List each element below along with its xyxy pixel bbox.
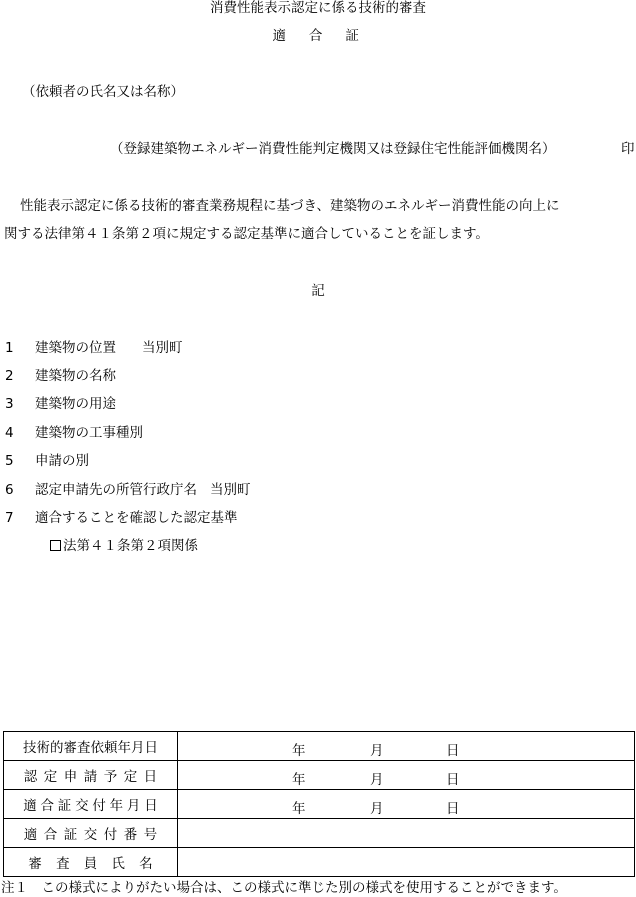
date-field[interactable]: [178, 732, 635, 761]
list-item-location: [5, 342, 183, 356]
item-label: 適合することを確認した認定基準: [35, 510, 238, 526]
list-item-work-type: [5, 427, 143, 441]
table-row-label: 審査員氏名: [4, 848, 178, 877]
day-label: 日: [446, 801, 460, 817]
month-label: 月: [370, 801, 384, 817]
item-value: 当別町: [210, 482, 251, 498]
table-row: [4, 761, 635, 790]
year-label: 年: [292, 801, 306, 817]
criteria-option: [50, 540, 198, 554]
day-label: 日: [446, 772, 460, 788]
review-info-table: [3, 731, 635, 877]
item-number: 6: [5, 482, 14, 498]
month-label: 月: [370, 772, 384, 788]
table-row-label: 認定申請予定日: [4, 761, 178, 790]
table-row: [4, 848, 635, 877]
table-row: [4, 732, 635, 761]
item-label: 建築物の工事種別: [35, 425, 143, 441]
item-label: 建築物の位置: [35, 340, 116, 356]
footnote: 注１ この様式によりがたい場合は、この様式に準じた別の様式を使用することができます。: [1, 880, 567, 896]
table-row: [4, 819, 635, 848]
item-number: 5: [5, 453, 14, 469]
criteria-option-label: 法第４１条第２項関係: [63, 538, 198, 554]
checkbox-icon[interactable]: [50, 540, 61, 551]
item-number: 2: [5, 368, 14, 384]
requester-name-label: （依頼者の氏名又は名称）: [22, 84, 184, 100]
date-field[interactable]: [178, 790, 635, 819]
item-number: 3: [5, 396, 14, 412]
list-item-criteria: [5, 512, 238, 526]
paragraph-line-2: 関する法律第４１条第２項に規定する認定基準に適合していることを証します。: [4, 225, 489, 242]
seal-mark: 印: [621, 141, 635, 157]
item-number: 1: [5, 340, 14, 356]
list-item-use: [5, 398, 116, 412]
issuer-name-label: （登録建築物エネルギー消費性能判定機関又は登録住宅性能評価機関名）: [110, 141, 556, 157]
date-field[interactable]: [178, 761, 635, 790]
certificate-number-field[interactable]: [178, 819, 635, 848]
certification-paragraph: [4, 200, 634, 241]
table-row-label: 適合証交付番号: [4, 819, 178, 848]
table-row-label: 適合証交付年月日: [4, 790, 178, 819]
list-item-application-type: [5, 455, 89, 469]
item-label: 建築物の名称: [35, 368, 116, 384]
year-label: 年: [292, 772, 306, 788]
item-number: 4: [5, 425, 14, 441]
year-label: 年: [292, 743, 306, 759]
table-row-label: 技術的審査依頼年月日: [4, 732, 178, 761]
paragraph-line-1: 性能表示認定に係る技術的審査業務規程に基づき、建築物のエネルギー消費性能の向上に: [20, 198, 560, 214]
day-label: 日: [446, 743, 460, 759]
document-subtitle: 適 合 証: [272, 28, 364, 44]
table-row: [4, 790, 635, 819]
item-label: 建築物の用途: [35, 396, 116, 412]
item-value: 当別町: [142, 340, 183, 356]
document-title: 消費性能表示認定に係る技術的審査: [210, 0, 426, 16]
month-label: 月: [370, 743, 384, 759]
item-number: 7: [5, 510, 14, 526]
ki-heading: 記: [311, 283, 325, 299]
reviewer-name-field[interactable]: [178, 848, 635, 877]
item-label: 申請の別: [35, 453, 89, 469]
item-label: 認定申請先の所管行政庁名: [35, 482, 197, 498]
list-item-authority: [5, 484, 251, 498]
list-item-name: [5, 370, 116, 384]
